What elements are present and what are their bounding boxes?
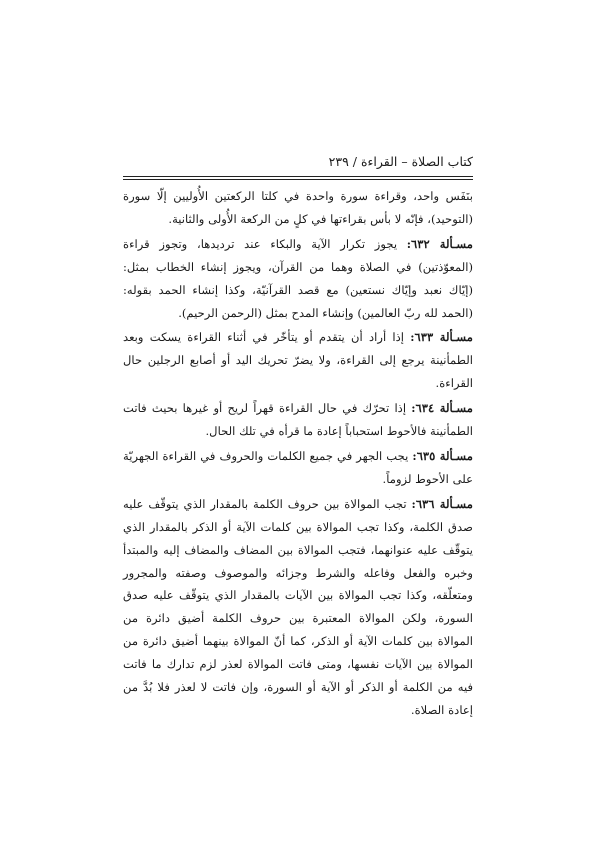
paragraph-issue-632 [123, 233, 473, 325]
paragraph-issue-634 [123, 397, 473, 443]
paragraph-text: يجب الجهر في جميع الكلمات والحروف في القراءة الجهريّة على الأحوط لزوماً. [123, 448, 473, 486]
issue-label: مسـألة ٦٣٦: [411, 496, 473, 511]
header-rule-thick [123, 179, 473, 180]
paragraph-continuation [123, 185, 473, 231]
paragraph-text: إذا تحرّك في حال القراءة قهراً لريح أو غيرها بحيث فاتت الطمأنينة فالأحوط استحباباً إعادة ما قرأه في تلك الحال. [123, 401, 473, 439]
running-header: كتاب الصلاة – القراءة / ٢٣٩ [328, 154, 473, 169]
paragraph-text: يجوز تكرار الآية والبكاء عند ترديدها، وتجوز قراءة (المعوّذتين) في الصلاة وهما من القرآن، ويجوز إنشاء الخطاب بمثل: (إيّاك نعبد وإيّاك نستعين) مع قصد القرآنيّة، وكذا إنشاء الحمد بقوله: (الحمد لله ربّ العالمين) وإنشاء المدح بمثل (الرحمن الرحيم). [123, 236, 473, 320]
paragraph-issue-635 [123, 445, 473, 491]
issue-label: مسـألة ٦٣٢: [406, 236, 473, 251]
paragraph-text: إذا أراد أن يتقدم أو يتأخّر في أثناء القراءة يسكت وبعد الطمأنينة يرجع إلى القراءة، ولا يضرّ تحريك اليد أو أصابع الرجلين حال القراءة. [123, 330, 473, 391]
paragraph-text: بنَفَس واحد، وقراءة سورة واحدة في كلتا الركعتين الأُوليين إلّا سورة (التوحيد)، فإنّه لا بأس بقراءتها في كلٍ من الركعة الأُولى والثانية. [123, 189, 473, 226]
paragraph-issue-633 [123, 326, 473, 395]
issue-label: مسـألة ٦٣٣: [410, 330, 473, 345]
page-body [123, 185, 473, 724]
issue-label: مسـألة ٦٣٤: [411, 401, 473, 416]
header-rule-thin [123, 176, 473, 177]
issue-label: مسـألة ٦٣٥: [412, 448, 473, 463]
paragraph-issue-636 [123, 493, 473, 722]
paragraph-text: تجب الموالاة بين حروف الكلمة بالمقدار الذي يتوقّف عليه صدق الكلمة، وكذا تجب الموالاة بين كلمات الآية أو الذكر بالمقدار الذي يتوقّف عليه عنوانهما، فتجب الموالاة بين المضاف والمضاف إليه والمبتدأ وخبره والفعل وفاعله والشرط وجزائه والموصوف وصفته والمجرور ومتعلّقه، وكذا تجب الموالاة بين الآيات بالمقدار الذي يتوقّف عليه صدق السورة، ولكن الموالاة المعتبرة بين حروف الكلمة أضيق دائرة من الموالاة بين كلمات الآية أو الذكر، كما أنّ الموالاة بينهما أضيق دائرة من الموالاة بين الآيات نفسها، ومتى فاتت الموالاة لعذر لزم تدارك ما فاتت فيه من الكلمة أو الذكر أو الآية أو السورة، وإن فاتت لا لعذر فلا بُدَّ من إعادة الصلاة. [123, 496, 473, 717]
